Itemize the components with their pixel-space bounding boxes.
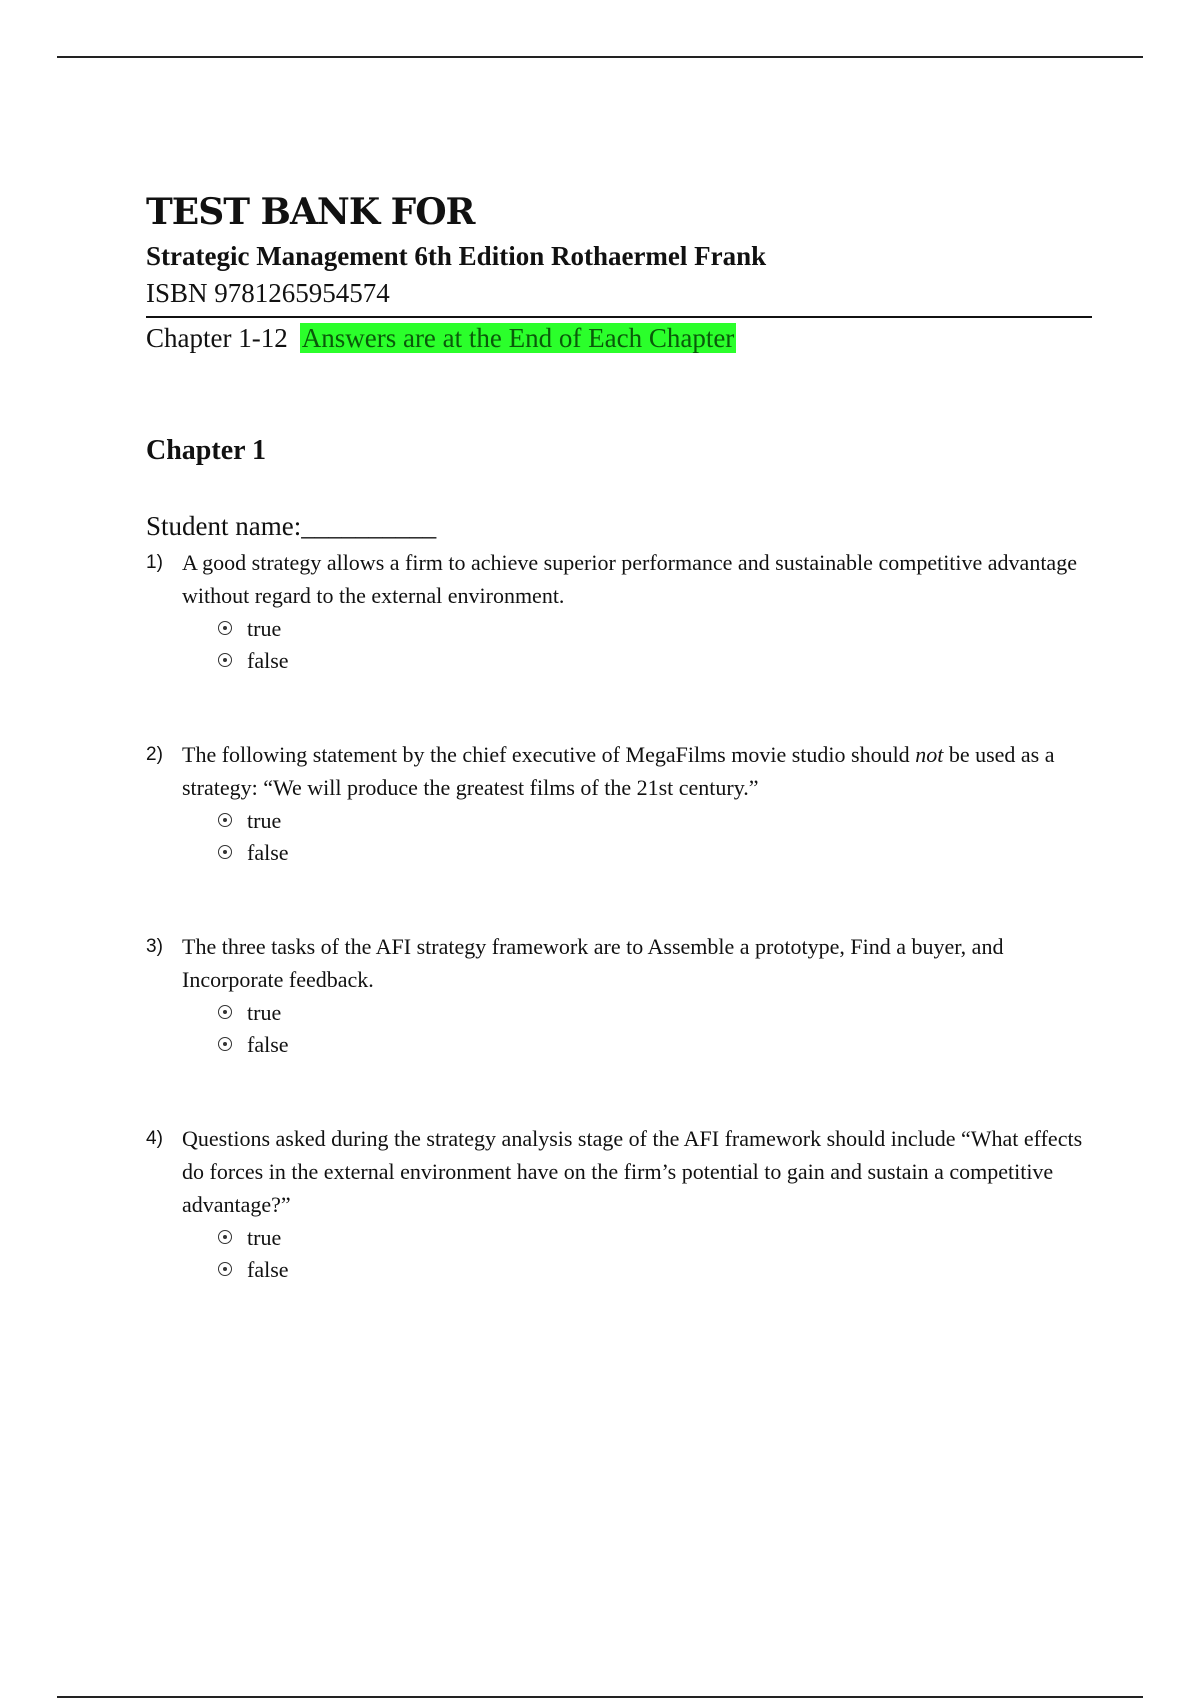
option-true[interactable]	[218, 612, 1096, 644]
answer-options	[218, 996, 1096, 1060]
radio-icon[interactable]	[218, 653, 232, 667]
document-header	[146, 190, 1092, 356]
question-number: 1)	[146, 552, 163, 573]
question-text: Questions asked during the strategy analysis stage of the AFI framework should include “What effects do forces in the external environment have on the firm’s potential to gain and sustain a competitive advantage?”	[182, 1126, 1083, 1217]
answer-options	[218, 1221, 1096, 1285]
page-bottom-rule	[57, 1696, 1143, 1698]
option-label: true	[247, 1224, 282, 1250]
question-4	[146, 1122, 1096, 1285]
question-text: The three tasks of the AFI strategy framework are to Assemble a prototype, Find a buyer, and Incorporate feedback.	[182, 934, 1004, 992]
radio-icon[interactable]	[218, 813, 232, 827]
option-label: true	[247, 615, 282, 641]
page-top-rule	[57, 56, 1143, 58]
radio-icon[interactable]	[218, 845, 232, 859]
option-true[interactable]	[218, 1221, 1096, 1253]
isbn: ISBN 9781265954574	[146, 278, 390, 308]
option-true[interactable]	[218, 996, 1096, 1028]
answer-options	[218, 804, 1096, 868]
radio-icon[interactable]	[218, 1005, 232, 1019]
question-text-emphasis: not	[915, 742, 944, 767]
radio-icon[interactable]	[218, 1037, 232, 1051]
option-true[interactable]	[218, 804, 1096, 836]
question-number: 3)	[146, 936, 163, 957]
option-label: false	[247, 647, 289, 673]
document-title: TEST BANK FOR	[146, 191, 475, 233]
question-text-part: The following statement by the chief executive of MegaFilms movie studio should	[182, 742, 916, 767]
radio-icon[interactable]	[218, 1230, 232, 1244]
option-label: false	[247, 839, 289, 865]
answer-options	[218, 612, 1096, 676]
radio-icon[interactable]	[218, 621, 232, 635]
chapter-range: Chapter 1-12	[146, 323, 288, 353]
question-text	[182, 738, 1096, 804]
chapter-range-line	[146, 316, 1092, 356]
question-number: 4)	[146, 1128, 163, 1149]
option-label: false	[247, 1031, 289, 1057]
option-false[interactable]	[218, 1028, 1096, 1060]
question-3	[146, 930, 1096, 1060]
question-2	[146, 738, 1096, 868]
option-label: true	[247, 807, 282, 833]
question-number: 2)	[146, 744, 163, 765]
answers-note-highlight: Answers are at the End of Each Chapter	[301, 323, 735, 353]
option-false[interactable]	[218, 644, 1096, 676]
radio-icon[interactable]	[218, 1262, 232, 1276]
option-label: true	[247, 999, 282, 1025]
option-false[interactable]	[218, 1253, 1096, 1285]
question-1	[146, 546, 1096, 676]
question-text: A good strategy allows a firm to achieve superior performance and sustainable competitive advantage without regard to the external environment.	[182, 550, 1077, 608]
option-label: false	[247, 1256, 289, 1282]
question-text-part: be used as a strategy: “We will produce the greatest films of the 21st century.”	[182, 742, 1055, 800]
option-false[interactable]	[218, 836, 1096, 868]
book-title: Strategic Management 6th Edition Rothaermel Frank	[146, 241, 767, 271]
student-name-field: Student name:__________	[146, 511, 437, 541]
chapter-heading: Chapter 1	[146, 435, 267, 466]
